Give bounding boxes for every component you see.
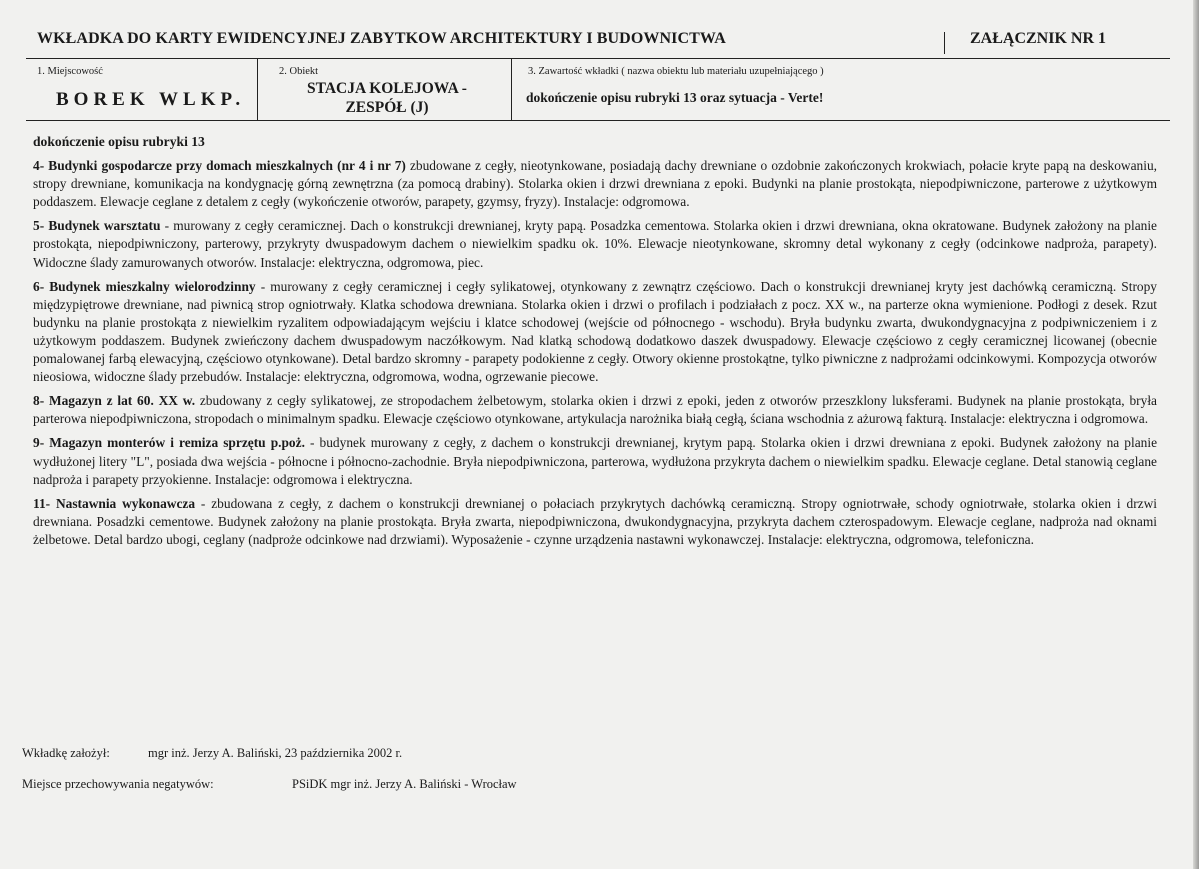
- paragraph-text: - zbudowana z cegły, z dachem o konstrukcji drewnianej o połaciach przykrytych dachówką ceramiczną. Stropy ogniotrwałe, schody ogniotrwałe, stolarka okien i drzwi drewniana. Posadzki cementowe. Budynek założony na planie prostokąta. Bryła zwarta, niepodpiwniczona, dwukondygnacyjna, przykryta dachem czterospadowym. Elewacje ceglane, nadproża nad oknami żelbetowe. Detal bardzo ubogi, ceglany (nadproże odcinkowe nad drzwiami). Wyposażenie - czynne urządzenia nastawni wykonawczej. Instalacje: elektryczna, odgromowa, telefoniczna.: [33, 495, 1157, 547]
- paragraph-text: - murowany z cegły ceramicznej i cegły sylikatowej, otynkowany z zewnątrz częściowo. Dach o konstrukcji drewnianej kryty jest dachówką ceramiczną. Stropy międzypiętrowe drewniane, nad piwnicą strop ogniotrwały. Klatka schodowa drewniana. Stolarka okien i drzwi o profilach i podziałach z pocz. XX w., na parterze okna wymienione. Podłogi z desek. Rzut budynku na planie prostokąta z niewielkim ryzalitem odpowiadającym wejściu i klatce schodowej (wejście od północnego - wschodu). Bryła budynku zwarta, dwukondygnacyjna z podpiwniczeniem i z użytkowym poddaszem. Budynek zwieńczony dachem dwuspadowym naczółkowym. Nad klatką schodową dodatkowo daszek dwuspadowy. Elewacje częściowo z cegły ceramicznej licowanej (obecnie pomalowanej farbą elewacyjną, częściowo otynkowane). Detal bardzo skromny - parapety podokienne z cegły. Otwory okienne prostokątne, tylko piwniczne z nadprożami odcinkowymi. Kompozycja otworów nieosiowa, widoczne ślady przebudów. Instalacje: elektryczna, odgromowa, wodna, ogrzewanie piecowe.: [33, 278, 1157, 385]
- object-value-line-2: ZESPÓŁ (J): [345, 99, 429, 116]
- paragraph-building-11: [33, 495, 1157, 549]
- field-divider-1: [257, 58, 258, 121]
- paragraph-text: zbudowane z cegły, nieotynkowane, posiadają dachy drewniane o ozdobnie zakończonych krokwiach, połacie kryte papą na deskowaniu, stropy drewniane, komunikacja na kondygnację górną zewnętrzna (za pomocą drabiny). Stolarka okien i drzwi drewniana z epoki. Budynki na planie prostokąta, niepodpiwniczone, parterowe z użytkowym poddaszem. Elewacje ceglane z detalem z cegły (wykończenie otworów, parapety, gzymsy, fryzy). Instalacje: odgromowa.: [33, 158, 1157, 210]
- paragraph-title: 6- Budynek mieszkalny wielorodzinny: [33, 278, 256, 294]
- paragraph-text: zbudowany z cegły sylikatowej, ze stropodachem żelbetowym, stolarka okien i drzwi z epoki, jeden z otworów przeszklony luksferami. Budynek na planie prostokąta, bryła parterowa niepodpiwniczona, stropodach o minimalnym spadku. Elewacje częściowo otynkowane, artykulacja narożnika białą cegłą, ściana wschodnia z ażurową fakturą. Instalacje: elektryczna i odgromowa.: [33, 393, 1157, 427]
- author-label: Wkładkę założył:: [22, 746, 110, 760]
- paragraph-title: 9- Magazyn monterów i remiza sprzętu p.poż.: [33, 435, 305, 451]
- paragraph-title: 5- Budynek warsztatu: [33, 218, 161, 234]
- object-value-line-1: STACJA KOLEJOWA -: [307, 80, 467, 97]
- header-divider: [944, 32, 945, 54]
- object-value: [262, 79, 512, 117]
- author-value: mgr inż. Jerzy A. Baliński, 23 października 2002 r.: [148, 746, 403, 760]
- header-rule: [26, 58, 1170, 59]
- contents-label: 3. Zawartość wkładki ( nazwa obiektu lub materiału uzupełniającego ): [528, 66, 824, 77]
- annex-label: ZAŁĄCZNIK NR 1: [970, 30, 1107, 47]
- paragraph-title: 11- Nastawnia wykonawcza: [33, 495, 196, 511]
- document-title: WKŁADKA DO KARTY EWIDENCYJNEJ ZABYTKOW ARCHITEKTURY I BUDOWNICTWA: [37, 30, 726, 47]
- paragraph-text: - budynek murowany z cegły, z dachem o konstrukcji drewnianej, krytym papą. Stolarka okien i drzwi drewniana z epoki. Budynek założony na planie wydłużonej litery "L", posiada dwa wejścia - północne i północno-zachodnie. Bryła niepodpiwniczona, parterowa, wydłużona przykryta dachem o niewielkim spadku. Elewacje ceglane. Detal stanowią ceglane nadproża i parapety przyokienne. Instalacje: odgromowa i elektryczna.: [33, 435, 1158, 487]
- paragraph-building-6: [33, 278, 1157, 387]
- locality-value: BOREK WLKP.: [56, 89, 246, 110]
- storage-value: PSiDK mgr inż. Jerzy A. Baliński - Wrocław: [292, 777, 517, 791]
- paragraph-title: 4- Budynki gospodarcze przy domach mieszkalnych (nr 4 i nr 7): [33, 158, 406, 174]
- paragraph-building-5: [33, 217, 1157, 271]
- paragraph-title: 8- Magazyn z lat 60. XX w.: [33, 393, 196, 409]
- storage-label: Miejsce przechowywania negatywów:: [22, 777, 214, 791]
- fields-rule: [26, 120, 1170, 121]
- page-edge: [1193, 0, 1199, 869]
- paragraph-building-9: [33, 434, 1157, 488]
- locality-label: 1. Miejscowość: [37, 66, 103, 77]
- description-body: [33, 133, 1157, 555]
- object-label: 2. Obiekt: [279, 66, 319, 77]
- paragraph-building-8: [33, 392, 1157, 428]
- paragraph-building-4-7: [33, 157, 1157, 211]
- paragraph-text: - murowany z cegły ceramicznej. Dach o konstrukcji drewnianej, kryty papą. Posadzka cementowa. Stolarka okien i drzwi drewniana, okna okratowane. Budynek założony na planie prostokąta, niepodpiwniczony, parterowy, przykryty dwuspadowym dachem o niewielkim spadku ok. 10%. Elewacje nieotynkowane, skromny detal wykonany z cegły (odcinkowe nadproża, parapety). Widoczne ślady zamurowanych otworów. Instalacje: elektryczna, odgromowa, piec.: [33, 218, 1157, 270]
- section-heading: dokończenie opisu rubryki 13: [33, 134, 205, 149]
- contents-value: dokończenie opisu rubryki 13 oraz sytuacja - Verte!: [526, 90, 824, 105]
